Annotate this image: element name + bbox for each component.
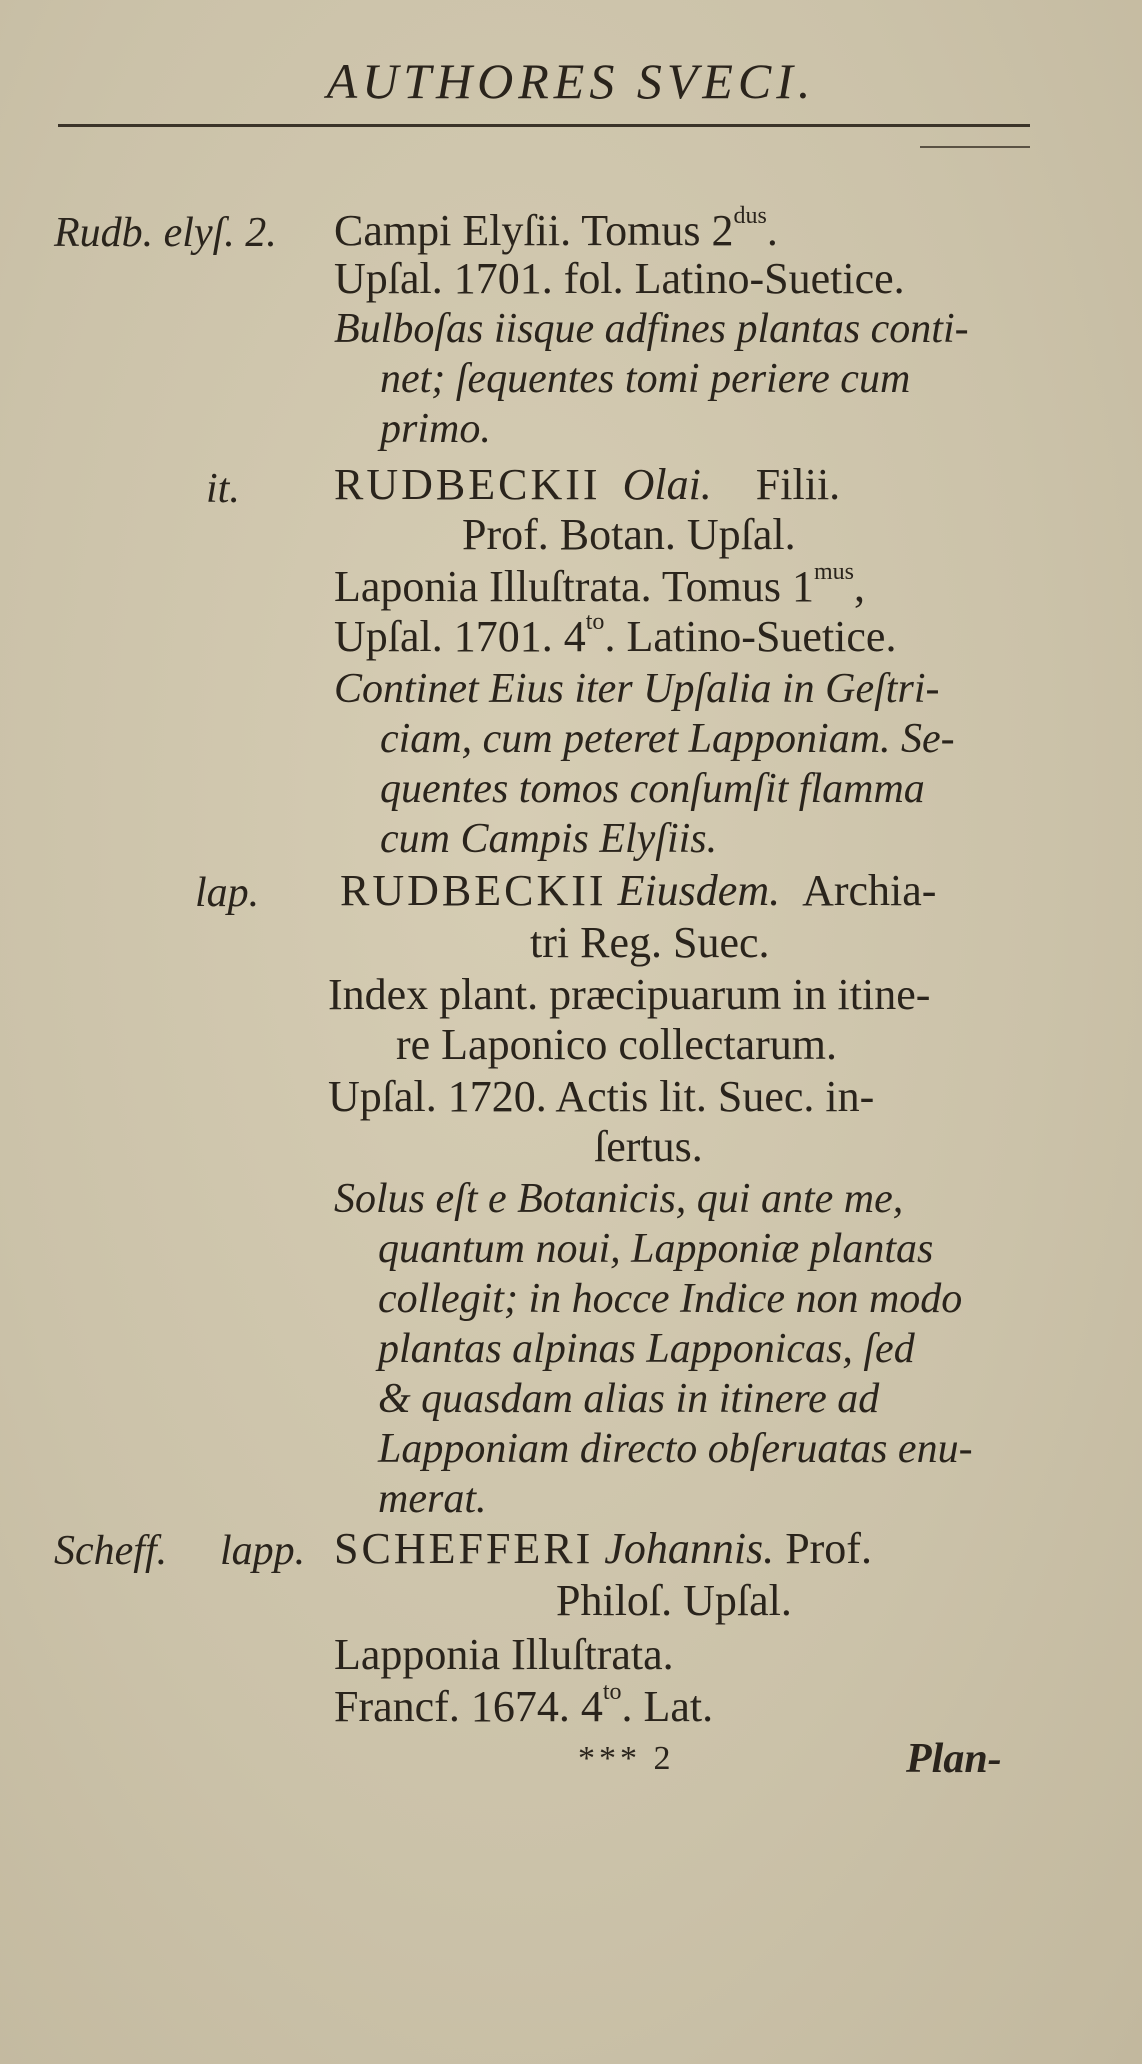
margin-ref-rudb-elys: Rudb. elyſ. 2. (54, 210, 277, 256)
entry2-imprint: Upſal. 1701. $4^{to}$. Latino-Suetice. (334, 609, 897, 661)
entry3-note-line4: plantas alpinas Lapponicas, ſed (378, 1326, 915, 1372)
entry1-note-line3: primo. (380, 406, 491, 452)
entry3-imprint-line2: ſertus. (594, 1122, 703, 1171)
entry3-title-line1: Index plant. præcipuarum in itine- (328, 970, 931, 1019)
entry1-imprint: Upſal. 1701. fol. Latino-Suetice. (334, 254, 905, 303)
margin-ref-it: it. (206, 466, 240, 512)
entry4-author: SCHEFFERI Johannis. Prof. (334, 1524, 872, 1573)
entry3-title-line2: re Laponico collectarum. (396, 1020, 838, 1069)
entry3-note-line5: & quasdam alias in itinere ad (378, 1376, 880, 1422)
header-rule-short (920, 146, 1030, 148)
running-head: AUTHORES SVECI. (326, 53, 816, 109)
entry2-note-line2: ciam, cum peteret Lapponiam. Se- (380, 716, 955, 762)
entry1-title: Campi Elyſii. Tomus $2^{dus}$. (334, 203, 778, 255)
entry4-title: Lapponia Illuſtrata. (334, 1630, 674, 1679)
entry3-author-title: tri Reg. Suec. (530, 918, 770, 967)
entry3-note-line1: Solus eſt e Botanicis, qui ante me, (334, 1176, 904, 1222)
entry3-note-line6: Lapponiam directo obſeruatas enu- (378, 1426, 973, 1472)
entry2-note-line1: Continet Eius iter Upſalia in Geſtri- (334, 666, 940, 712)
margin-ref-lap: lap. (195, 870, 260, 916)
entry3-note-line3: collegit; in hocce Indice non modo (378, 1276, 963, 1322)
entry4-author-title: Philoſ. Upſal. (556, 1576, 792, 1625)
entry2-author: RUDBECKII Olai. Filii. (334, 460, 841, 509)
signature-mark: *** 2 (578, 1740, 675, 1777)
entry2-title: Laponia Illuſtrata. Tomus $1^{mus}$, (334, 559, 866, 611)
entry1-note-line1: Bulboſas iisque adfines plantas conti- (334, 306, 969, 352)
entry2-author-title: Prof. Botan. Upſal. (462, 510, 796, 559)
entry2-note-line3: quentes tomos conſumſit flamma (380, 766, 925, 812)
entry3-note-line7: merat. (378, 1476, 487, 1522)
entry2-note-line4: cum Campis Elyſiis. (380, 816, 718, 862)
entry3-imprint-line1: Upſal. 1720. Actis lit. Suec. in- (328, 1072, 875, 1121)
entry3-author: RUDBECKII Eiusdem. Archia- (340, 866, 937, 915)
entry3-note-line2: quantum noui, Lapponiæ plantas (378, 1226, 934, 1272)
header-rule (58, 124, 1030, 127)
entry4-imprint: Francf. 1674. $4^{to}$. Lat. (334, 1679, 714, 1731)
catchword: Plan- (906, 1736, 1002, 1782)
margin-ref-lapp: lapp. (220, 1528, 306, 1574)
entry1-note-line2: net; ſequentes tomi periere cum (380, 356, 911, 402)
margin-ref-scheff: Scheff. (54, 1528, 168, 1574)
